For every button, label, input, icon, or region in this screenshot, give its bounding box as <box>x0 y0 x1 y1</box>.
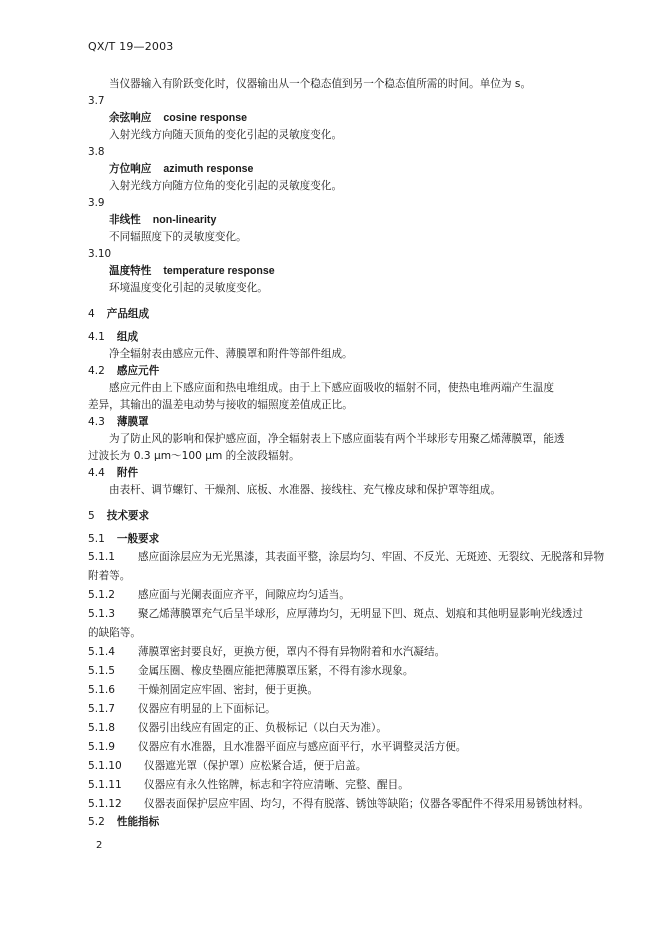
term-3-6-definition: 当仪器输入有阶跃变化时，仪器输出从一个稳态值到另一个稳态值所需的时间。单位为 s。 <box>109 78 532 90</box>
term-3-9-en: non-linearity <box>152 214 217 226</box>
clause-text: 感应面涂层应为无光黑漆，其表面平整，涂层均匀、牢固、不反光、无斑迹、无裂纹、无脱落和异物 <box>138 551 605 563</box>
clause-5-1-10 <box>88 757 608 776</box>
section-4-1-title: 组成 <box>116 331 139 343</box>
clause-number: 5.1.10 <box>88 760 122 772</box>
section-5-2-number: 5.2 <box>88 816 105 828</box>
section-5-1-heading <box>88 531 608 548</box>
clause-number: 5.1.12 <box>88 798 122 810</box>
section-4-3-body-line2: 过波长为 0.3 μm～100 μm 的全波段辐射。 <box>88 450 300 462</box>
term-3-10-number: 3.10 <box>88 248 112 260</box>
clause-number: 5.1.8 <box>88 722 115 734</box>
section-4-4-title: 附件 <box>116 467 139 479</box>
term-3-9-cn: 非线性 <box>109 214 141 226</box>
section-4-1-number: 4.1 <box>88 331 105 343</box>
section-5-heading <box>88 508 608 525</box>
section-4-2-body-line1: 感应元件由上下感应面和热电堆组成。由于上下感应面吸收的辐射不同，使热电堆两端产生温度 <box>109 382 554 394</box>
clause-number: 5.1.2 <box>88 589 115 601</box>
clause-number: 5.1.9 <box>88 741 115 753</box>
clause-5-1-3-cont: 的缺陷等。 <box>88 627 141 639</box>
page-body <box>88 76 608 831</box>
clause-number: 5.1.5 <box>88 665 115 677</box>
clause-text: 薄膜罩密封要良好，更换方便，罩内不得有异物附着和水汽凝结。 <box>138 646 446 658</box>
clause-number: 5.1.3 <box>88 608 115 620</box>
term-3-7-cn: 余弦响应 <box>109 112 152 124</box>
term-3-8-number: 3.8 <box>88 146 105 158</box>
term-3-10-heading <box>88 263 608 280</box>
clause-5-1-6 <box>88 681 608 700</box>
clause-number: 5.1.6 <box>88 684 115 696</box>
term-3-7-number: 3.7 <box>88 95 105 107</box>
term-3-8-definition: 入射光线方向随方位角的变化引起的灵敏度变化。 <box>109 180 343 192</box>
clause-5-1-5 <box>88 662 608 681</box>
section-4-2-body-line2: 差异，其输出的温差电动势与接收的辐照度差值成正比。 <box>88 399 353 411</box>
section-4-1-body: 净全辐射表由感应元件、薄膜罩和附件等部件组成。 <box>109 348 353 360</box>
clause-5-1-8 <box>88 719 608 738</box>
term-3-7-en: cosine response <box>163 112 247 124</box>
section-4-title: 产品组成 <box>106 308 150 320</box>
section-4-heading <box>88 306 608 323</box>
section-5-number: 5 <box>88 510 95 522</box>
section-4-1-heading <box>88 329 608 346</box>
clause-number: 5.1.7 <box>88 703 115 715</box>
section-5-2-title: 性能指标 <box>116 816 160 828</box>
clause-text: 仪器应有永久性铭牌，标志和字符应清晰、完整、醒目。 <box>144 779 409 791</box>
clause-5-1-12 <box>88 795 608 814</box>
clause-5-1-7 <box>88 700 608 719</box>
standard-code-header: QX/T 19—2003 <box>88 40 174 53</box>
section-4-number: 4 <box>88 308 95 320</box>
clause-5-1-11 <box>88 776 608 795</box>
clause-number: 5.1.4 <box>88 646 115 658</box>
term-3-9-definition: 不同辐照度下的灵敏度变化。 <box>109 231 247 243</box>
clause-text: 干燥剂固定应牢固、密封，便于更换。 <box>138 684 319 696</box>
term-3-10-cn: 温度特性 <box>109 265 152 277</box>
clause-text: 仪器引出线应有固定的正、负极标记（以白天为准）。 <box>138 722 387 734</box>
clause-number: 5.1.1 <box>88 551 115 563</box>
clause-text: 金属压圈、橡皮垫圈应能把薄膜罩压紧，不得有渗水现象。 <box>138 665 414 677</box>
section-5-1-title: 一般要求 <box>116 533 160 545</box>
section-4-3-number: 4.3 <box>88 416 105 428</box>
term-3-8-heading <box>88 161 608 178</box>
clause-number: 5.1.11 <box>88 779 122 791</box>
clause-5-1-9 <box>88 738 608 757</box>
section-4-3-title: 薄膜罩 <box>116 416 149 428</box>
clause-5-1-3 <box>88 605 608 624</box>
page-number: 2 <box>96 840 103 851</box>
clause-text: 聚乙烯薄膜罩充气后呈半球形，应厚薄均匀，无明显下凹、斑点、划痕和其他明显影响光线透过 <box>138 608 583 620</box>
term-3-7-heading <box>88 110 608 127</box>
term-3-9-number: 3.9 <box>88 197 105 209</box>
clause-text: 感应面与光阑表面应齐平，间隙应均匀适当。 <box>138 589 350 601</box>
clause-5-1-1-cont: 附着等。 <box>88 570 131 582</box>
term-3-7-definition: 入射光线方向随天顶角的变化引起的灵敏度变化。 <box>109 129 343 141</box>
clause-5-1-1 <box>88 548 608 567</box>
term-3-8-en: azimuth response <box>163 163 254 175</box>
section-4-4-number: 4.4 <box>88 467 105 479</box>
clause-text: 仪器表面保护层应牢固、均匀，不得有脱落、锈蚀等缺陷；仪器各零配件不得采用易锈蚀材料。 <box>144 798 589 810</box>
clause-text: 仪器遮光罩（保护罩）应松紧合适，便于启盖。 <box>144 760 367 772</box>
term-3-9-heading <box>88 212 608 229</box>
section-4-3-body-line1: 为了防止风的影响和保护感应面，净全辐射表上下感应面装有两个半球形专用聚乙烯薄膜罩，能透 <box>109 433 565 445</box>
section-4-3-heading <box>88 414 608 431</box>
section-4-4-heading <box>88 465 608 482</box>
clause-text: 仪器应有水准器，且水准器平面应与感应面平行，水平调整灵活方便。 <box>138 741 467 753</box>
section-5-1-number: 5.1 <box>88 533 105 545</box>
term-3-10-definition: 环境温度变化引起的灵敏度变化。 <box>109 282 268 294</box>
section-4-2-number: 4.2 <box>88 365 105 377</box>
clause-text: 仪器应有明显的上下面标记。 <box>138 703 276 715</box>
section-4-2-title: 感应元件 <box>116 365 160 377</box>
section-5-title: 技术要求 <box>106 510 150 522</box>
term-3-10-en: temperature response <box>163 265 275 277</box>
term-3-8-cn: 方位响应 <box>109 163 152 175</box>
section-4-4-body: 由表杆、调节螺钉、干燥剂、底板、水准器、接线柱、充气橡皮球和保护罩等组成。 <box>109 484 501 496</box>
section-5-2-heading <box>88 814 608 831</box>
clause-5-1-4 <box>88 643 608 662</box>
clause-5-1-2 <box>88 586 608 605</box>
section-4-2-heading <box>88 363 608 380</box>
